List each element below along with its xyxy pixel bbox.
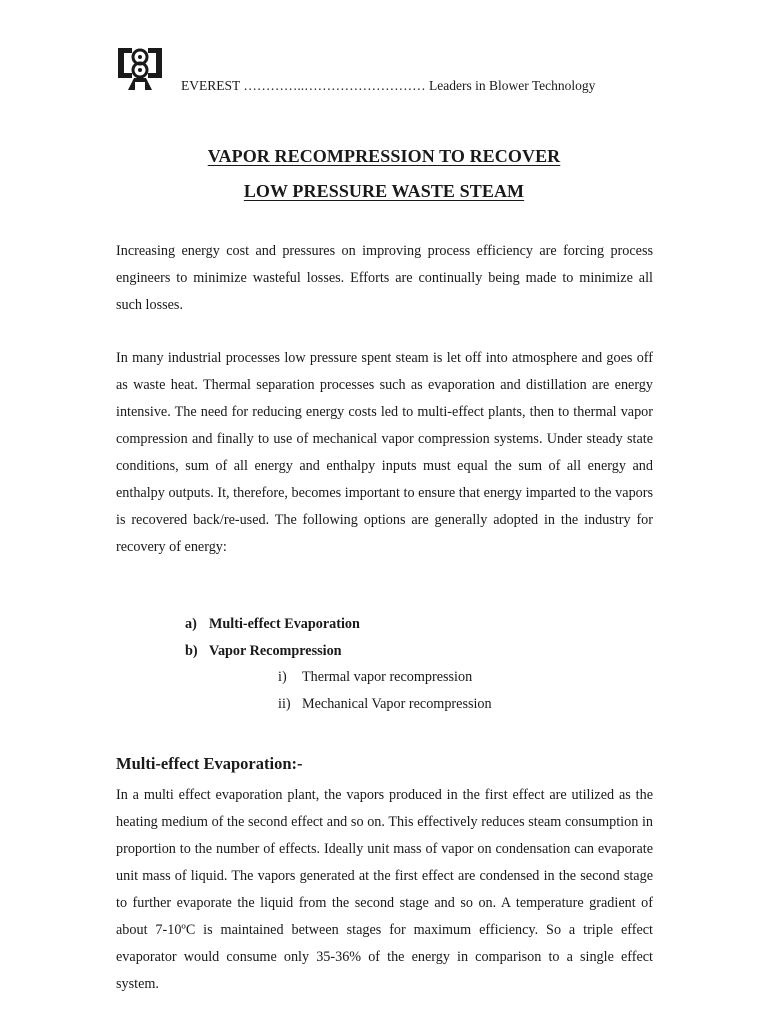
option-label: Multi-effect Evaporation <box>209 616 360 632</box>
intro-paragraph: Increasing energy cost and pressures on improving process efficiency are forcing process engineers to minimize wasteful losses. Efforts are continually being made to minimize all such losses. <box>116 243 653 313</box>
company-name: EVEREST <box>181 78 241 93</box>
option-item-vapor-recompression <box>185 643 342 660</box>
section-heading-multi-effect: Multi-effect Evaporation:- <box>116 754 303 773</box>
everest-logo-icon <box>116 44 164 90</box>
option-marker: a) <box>185 616 197 632</box>
header-leader-dots: …………..……………………… <box>243 78 426 93</box>
document-title-line-2: LOW PRESSURE WASTE STEAM <box>243 181 525 201</box>
multi-effect-paragraph: In a multi effect evaporation plant, the vapors produced in the first effect are utilized as the heating medium of the second effect and so on. This effectively reduces steam consumption in proportion to the number of effects. Ideally unit mass of vapor on condensation can evaporate unit mass of liquid. The vapors generated at the first effect are condensed in the second stage to further evaporate the liquid from the second stage and so on. A temperature gradient of about 7-10ºC is maintained between stages for maximum efficiency. So a triple effect evaporator would consume only 35-36% of the energy in comparison to a single effect system. <box>116 787 653 992</box>
document-title-line-1: VAPOR RECOMPRESSION TO RECOVER <box>207 146 561 166</box>
company-tagline: Leaders in Blower Technology <box>429 78 596 93</box>
option-marker: b) <box>185 643 198 659</box>
sub-option-marker: i) <box>278 669 287 685</box>
sub-option-marker: ii) <box>278 696 291 712</box>
sub-option-item-mechanical <box>278 696 492 713</box>
sub-option-label: Thermal vapor recompression <box>302 669 473 685</box>
option-item-multi-effect <box>185 616 360 633</box>
context-paragraph: In many industrial processes low pressure spent steam is let off into atmosphere and goes off as waste heat. Thermal separation processes such as evaporation and distillation are energy intensive. The need for reducing energy costs led to multi-effect plants, then to thermal vapor compression and finally to use of mechanical vapor compression systems. Under steady state conditions, sum of all energy and enthalpy inputs must equal the sum of all energy and enthalpy outputs. It, therefore, becomes important to ensure that energy imparted to the vapors is recovered back/re-used. The following options are generally adopted in the industry for recovery of energy: <box>116 350 653 555</box>
header-line <box>181 78 651 94</box>
sub-option-item-thermal <box>278 669 472 686</box>
option-label: Vapor Recompression <box>209 643 342 659</box>
sub-option-label: Mechanical Vapor recompression <box>302 696 492 712</box>
